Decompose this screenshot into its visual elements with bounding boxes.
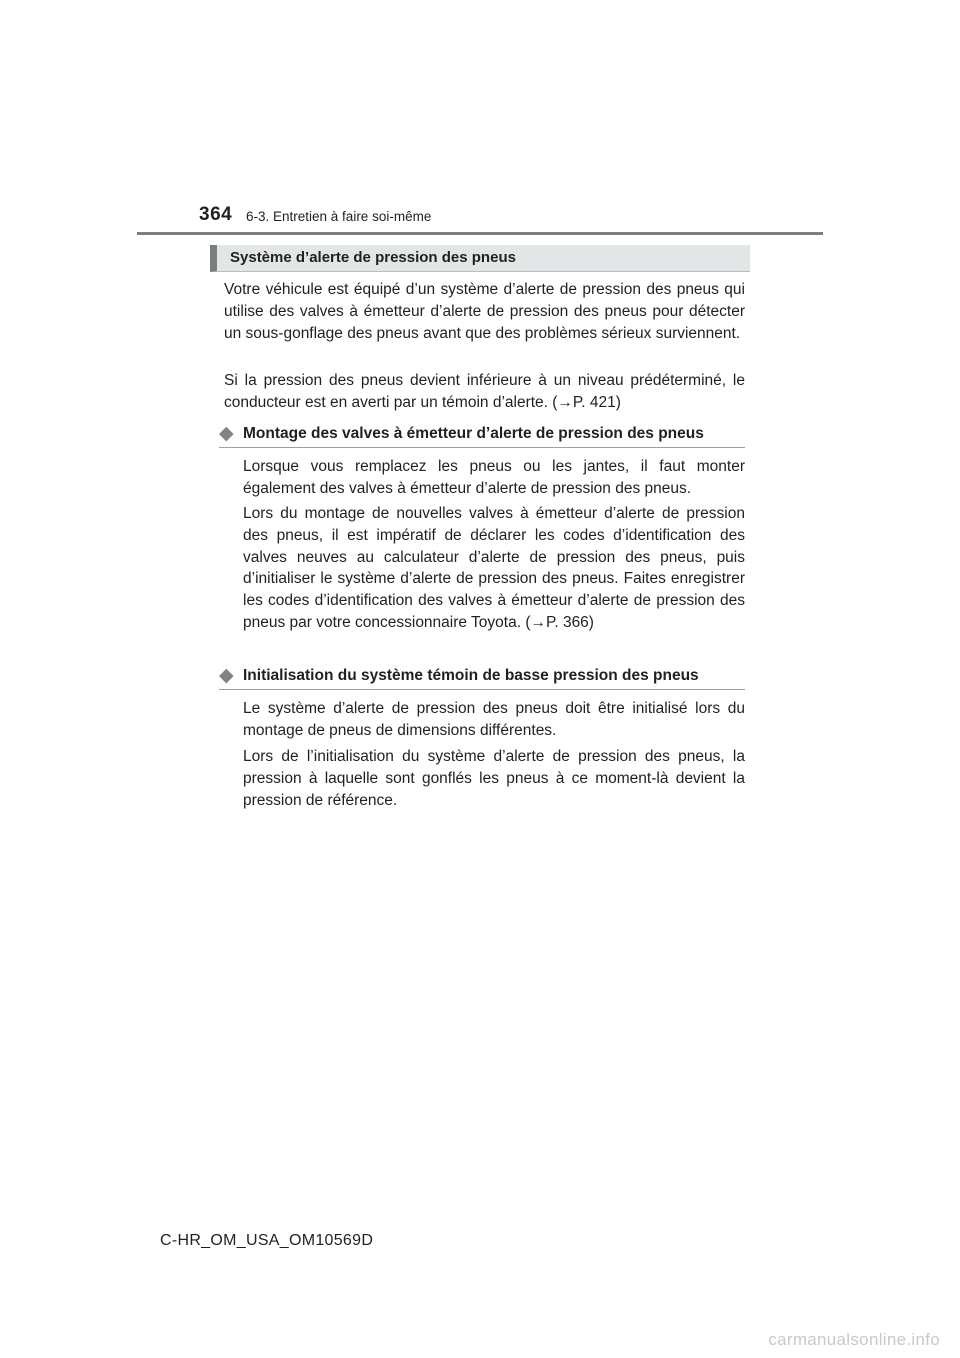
subsection-title: Montage des valves à émetteur d’alerte de pression des pneus (243, 425, 704, 442)
page-number: 364 (199, 204, 233, 225)
diamond-icon: ◆ (219, 423, 234, 444)
subsection-1-paragraph-1: Lorsque vous remplacez les pneus ou les jantes, il faut monter également des valves à émetteur d’alerte de pression des pneus. (243, 458, 745, 497)
watermark: carmanualsonline.info (768, 1330, 940, 1349)
section-title-box (210, 245, 750, 272)
diamond-icon: ◆ (219, 665, 234, 686)
subsection-title: Initialisation du système témoin de basse pression des pneus (243, 667, 699, 684)
chapter-label: 6-3. Entretien à faire soi-même (246, 209, 432, 224)
subsection-heading-valves (219, 423, 745, 448)
intro-paragraph-1: Votre véhicule est équipé d’un système d’alerte de pression des pneus qui utilise des valves à émetteur d’alerte de pression des pneus pour détecter un sous-gonflage des pneus avant que des problèmes sérieux surviennent. (224, 281, 745, 342)
subsection-1-paragraph-2: Lors du montage de nouvelles valves à émetteur d’alerte de pression des pneus, il est impératif de déclarer les codes d’identification des valves neuves au calculateur d’alerte de pression des pneus, puis d’initialiser le système d’alerte de pression des pneus. Faites enregistrer les codes d’identification des valves à émetteur d’alerte de pression des pneus par votre concessionnaire Toyota. (→P. 366) (243, 505, 745, 631)
section-title: Système d’alerte de pression des pneus (230, 249, 516, 266)
header-rule (137, 232, 823, 235)
subsection-2-paragraph-1: Le système d’alerte de pression des pneus doit être initialisé lors du montage de pneus de dimensions différentes. (243, 700, 745, 739)
subsection-2-paragraph-2: Lors de l’initialisation du système d’alerte de pression des pneus, la pression à laquelle sont gonflés les pneus à ce moment-là devient la pression de référence. (243, 748, 745, 809)
intro-paragraph-2: Si la pression des pneus devient inférieure à un niveau prédéterminé, le conducteur est en averti par un témoin d’alerte. (→P. 421) (224, 372, 745, 411)
document-code: C-HR_OM_USA_OM10569D (160, 1232, 374, 1249)
subsection-heading-initialisation (219, 665, 745, 690)
